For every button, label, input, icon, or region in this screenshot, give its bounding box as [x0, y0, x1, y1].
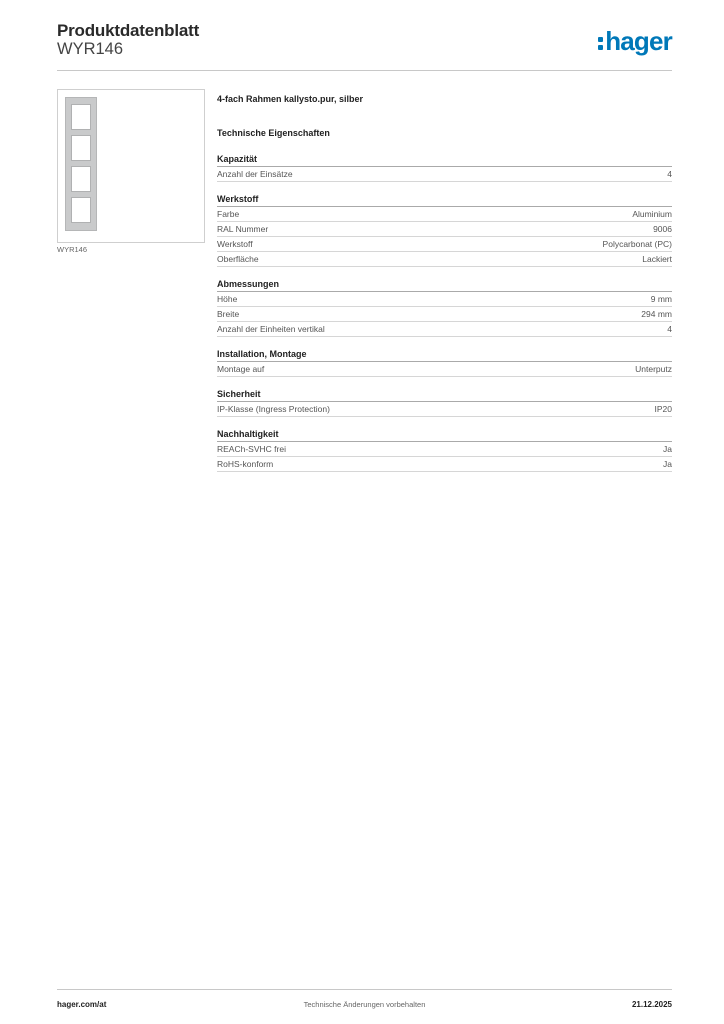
property-value: Ja — [663, 459, 672, 469]
insert-slot — [71, 166, 91, 192]
property-row — [217, 442, 672, 457]
footer-website: hager.com/at — [57, 1000, 107, 1009]
property-label: Breite — [217, 309, 240, 319]
property-row — [217, 307, 672, 322]
property-label: Anzahl der Einheiten vertikal — [217, 324, 325, 334]
property-label: Werkstoff — [217, 239, 253, 249]
frame-illustration — [65, 97, 97, 231]
property-value: Polycarbonat (PC) — [602, 239, 672, 249]
section — [217, 389, 672, 417]
property-label: Anzahl der Einsätze — [217, 169, 293, 179]
property-row — [217, 207, 672, 222]
hager-logo — [598, 24, 672, 58]
property-row — [217, 252, 672, 267]
section-title: Installation, Montage — [217, 349, 672, 362]
product-name: 4-fach Rahmen kallysto.pur, silber — [217, 94, 364, 104]
property-label: Höhe — [217, 294, 238, 304]
image-caption: WYR146 — [57, 245, 88, 254]
property-value: 9 mm — [650, 294, 672, 304]
property-row — [217, 222, 672, 237]
product-code: WYR146 — [57, 40, 124, 58]
property-row — [217, 292, 672, 307]
property-value: 4 — [667, 324, 672, 334]
property-label: Oberfläche — [217, 254, 259, 264]
section — [217, 154, 672, 182]
page-header — [57, 20, 672, 71]
product-image — [57, 89, 205, 243]
page-footer — [57, 989, 672, 1012]
property-value: 4 — [667, 169, 672, 179]
section — [217, 429, 672, 472]
property-row — [217, 362, 672, 377]
property-row — [217, 167, 672, 182]
property-label: RoHS-konform — [217, 459, 274, 469]
property-label: REACh-SVHC frei — [217, 444, 286, 454]
technical-properties-title: Technische Eigenschaften — [217, 128, 330, 138]
logo-dots-icon — [598, 37, 603, 50]
property-row — [217, 457, 672, 472]
footer-notice: Technische Änderungen vorbehalten — [303, 1000, 426, 1009]
property-label: Montage auf — [217, 364, 265, 374]
insert-slot — [71, 135, 91, 161]
property-label: Farbe — [217, 209, 240, 219]
section — [217, 194, 672, 267]
insert-slot — [71, 197, 91, 223]
property-value: 294 mm — [641, 309, 672, 319]
section — [217, 279, 672, 337]
footer-date: 21.12.2025 — [631, 1000, 672, 1009]
section-title: Sicherheit — [217, 389, 672, 402]
section-title: Abmessungen — [217, 279, 672, 292]
property-value: Unterputz — [635, 364, 672, 374]
section-title: Kapazität — [217, 154, 672, 167]
property-row — [217, 322, 672, 337]
section-title: Nachhaltigkeit — [217, 429, 672, 442]
section-title: Werkstoff — [217, 194, 672, 207]
property-sections — [217, 154, 672, 472]
insert-slot — [71, 104, 91, 130]
section — [217, 349, 672, 377]
property-value: Lackiert — [642, 254, 672, 264]
property-value: Ja — [663, 444, 672, 454]
property-row — [217, 402, 672, 417]
property-row — [217, 237, 672, 252]
property-label: IP-Klasse (Ingress Protection) — [217, 404, 330, 414]
property-value: 9006 — [653, 224, 672, 234]
property-value: IP20 — [654, 404, 672, 414]
document-title: Produktdatenblatt — [57, 21, 200, 40]
logo-wordmark: hager — [605, 26, 672, 56]
product-content — [217, 94, 672, 472]
property-label: RAL Nummer — [217, 224, 269, 234]
property-value: Aluminium — [632, 209, 672, 219]
